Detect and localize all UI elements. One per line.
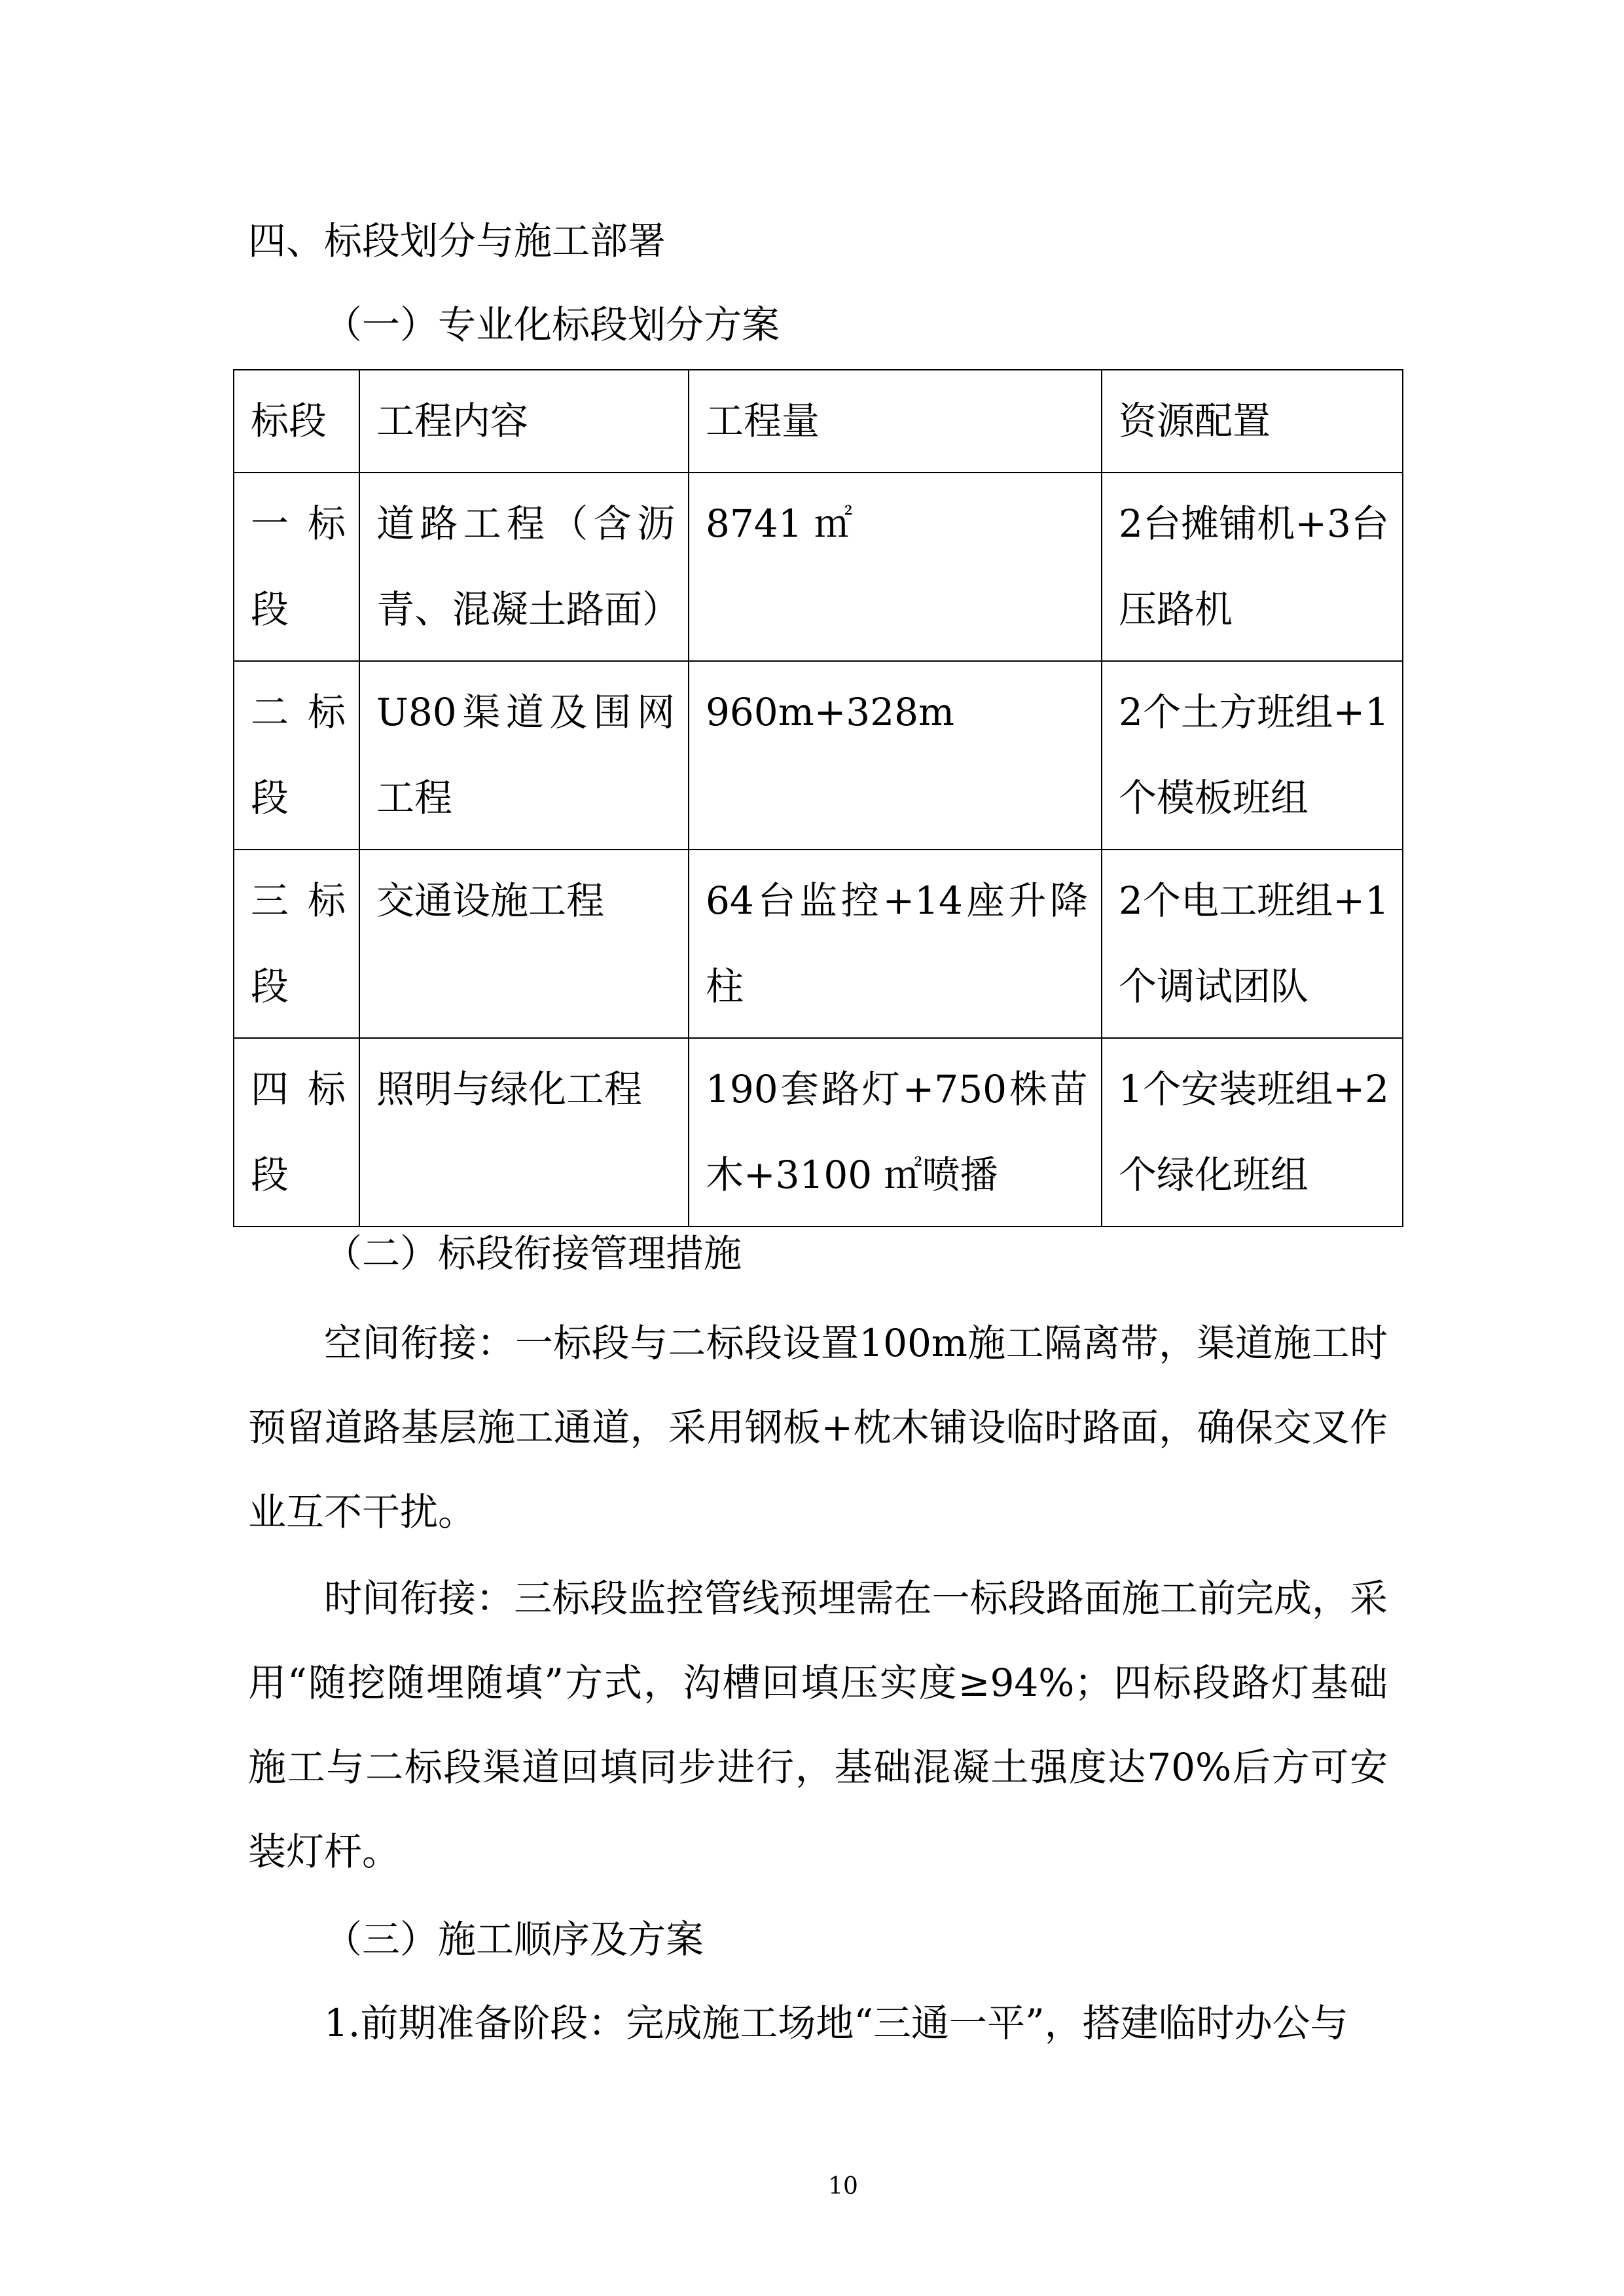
table-row [234,661,1403,850]
table-cell: 三标段 [234,850,359,1038]
table-cell: 一标段 [234,473,359,661]
table-cell: 四标段 [234,1038,359,1227]
table-cell: 照明与绿化工程 [359,1038,689,1227]
table-cell: 2台摊铺机+3台压路机 [1102,473,1403,661]
table-cell: 二标段 [234,661,359,850]
table-cell: 交通设施工程 [359,850,689,1038]
table-cell: 1个安装班组+2个绿化班组 [1102,1038,1403,1227]
header-cell: 标段 [234,370,359,473]
table-cell: 64台监控+14座升降柱 [689,850,1102,1038]
table-cell: 190套路灯+750株苗木+3100 ㎡喷播 [689,1038,1102,1227]
table-row [234,1038,1403,1227]
table-row [234,473,1403,661]
header-cell: 资源配置 [1102,370,1403,473]
table-header-row [234,370,1403,473]
subsection-title-3: （三）施工顺序及方案 [324,1917,704,1962]
table-cell: 2个电工班组+1个调试团队 [1102,850,1403,1038]
table-cell: 2个土方班组+1个模板班组 [1102,661,1403,850]
table-cell: 960m+328m [689,661,1102,850]
paragraph-time-connection: 时间衔接：三标段监控管线预埋需在一标段路面施工前完成，采用“随挖随埋随填”方式，沟槽回填压实度≥94%；四标段路灯基础施工与二标段渠道回填同步进行，基础混凝土强度达70%后方可安装灯杆。 [248,1576,1388,1874]
header-cell: 工程量 [689,370,1102,473]
page-number: 10 [828,2173,858,2200]
table-cell: U80渠道及围网工程 [359,661,689,850]
subsection-title-1: （一）专业化标段划分方案 [324,302,780,347]
paragraph-step-1: 1.前期准备阶段：完成施工场地“三通一平”，搭建临时办公与 [324,2001,1348,2045]
table-cell: 道路工程（含沥青、混凝土路面） [359,473,689,661]
paragraph-space-connection: 空间衔接：一标段与二标段设置100m施工隔离带，渠道施工时预留道路基层施工通道，采用钢板+枕木铺设临时路面，确保交叉作业互不干扰。 [248,1321,1388,1534]
section-title: 四、标段划分与施工部署 [248,219,666,263]
table-cell: 8741 ㎡ [689,473,1102,661]
bid-section-table [233,369,1403,1227]
header-cell: 工程内容 [359,370,689,473]
table-row [234,850,1403,1038]
subsection-title-2: （二）标段衔接管理措施 [324,1231,742,1276]
